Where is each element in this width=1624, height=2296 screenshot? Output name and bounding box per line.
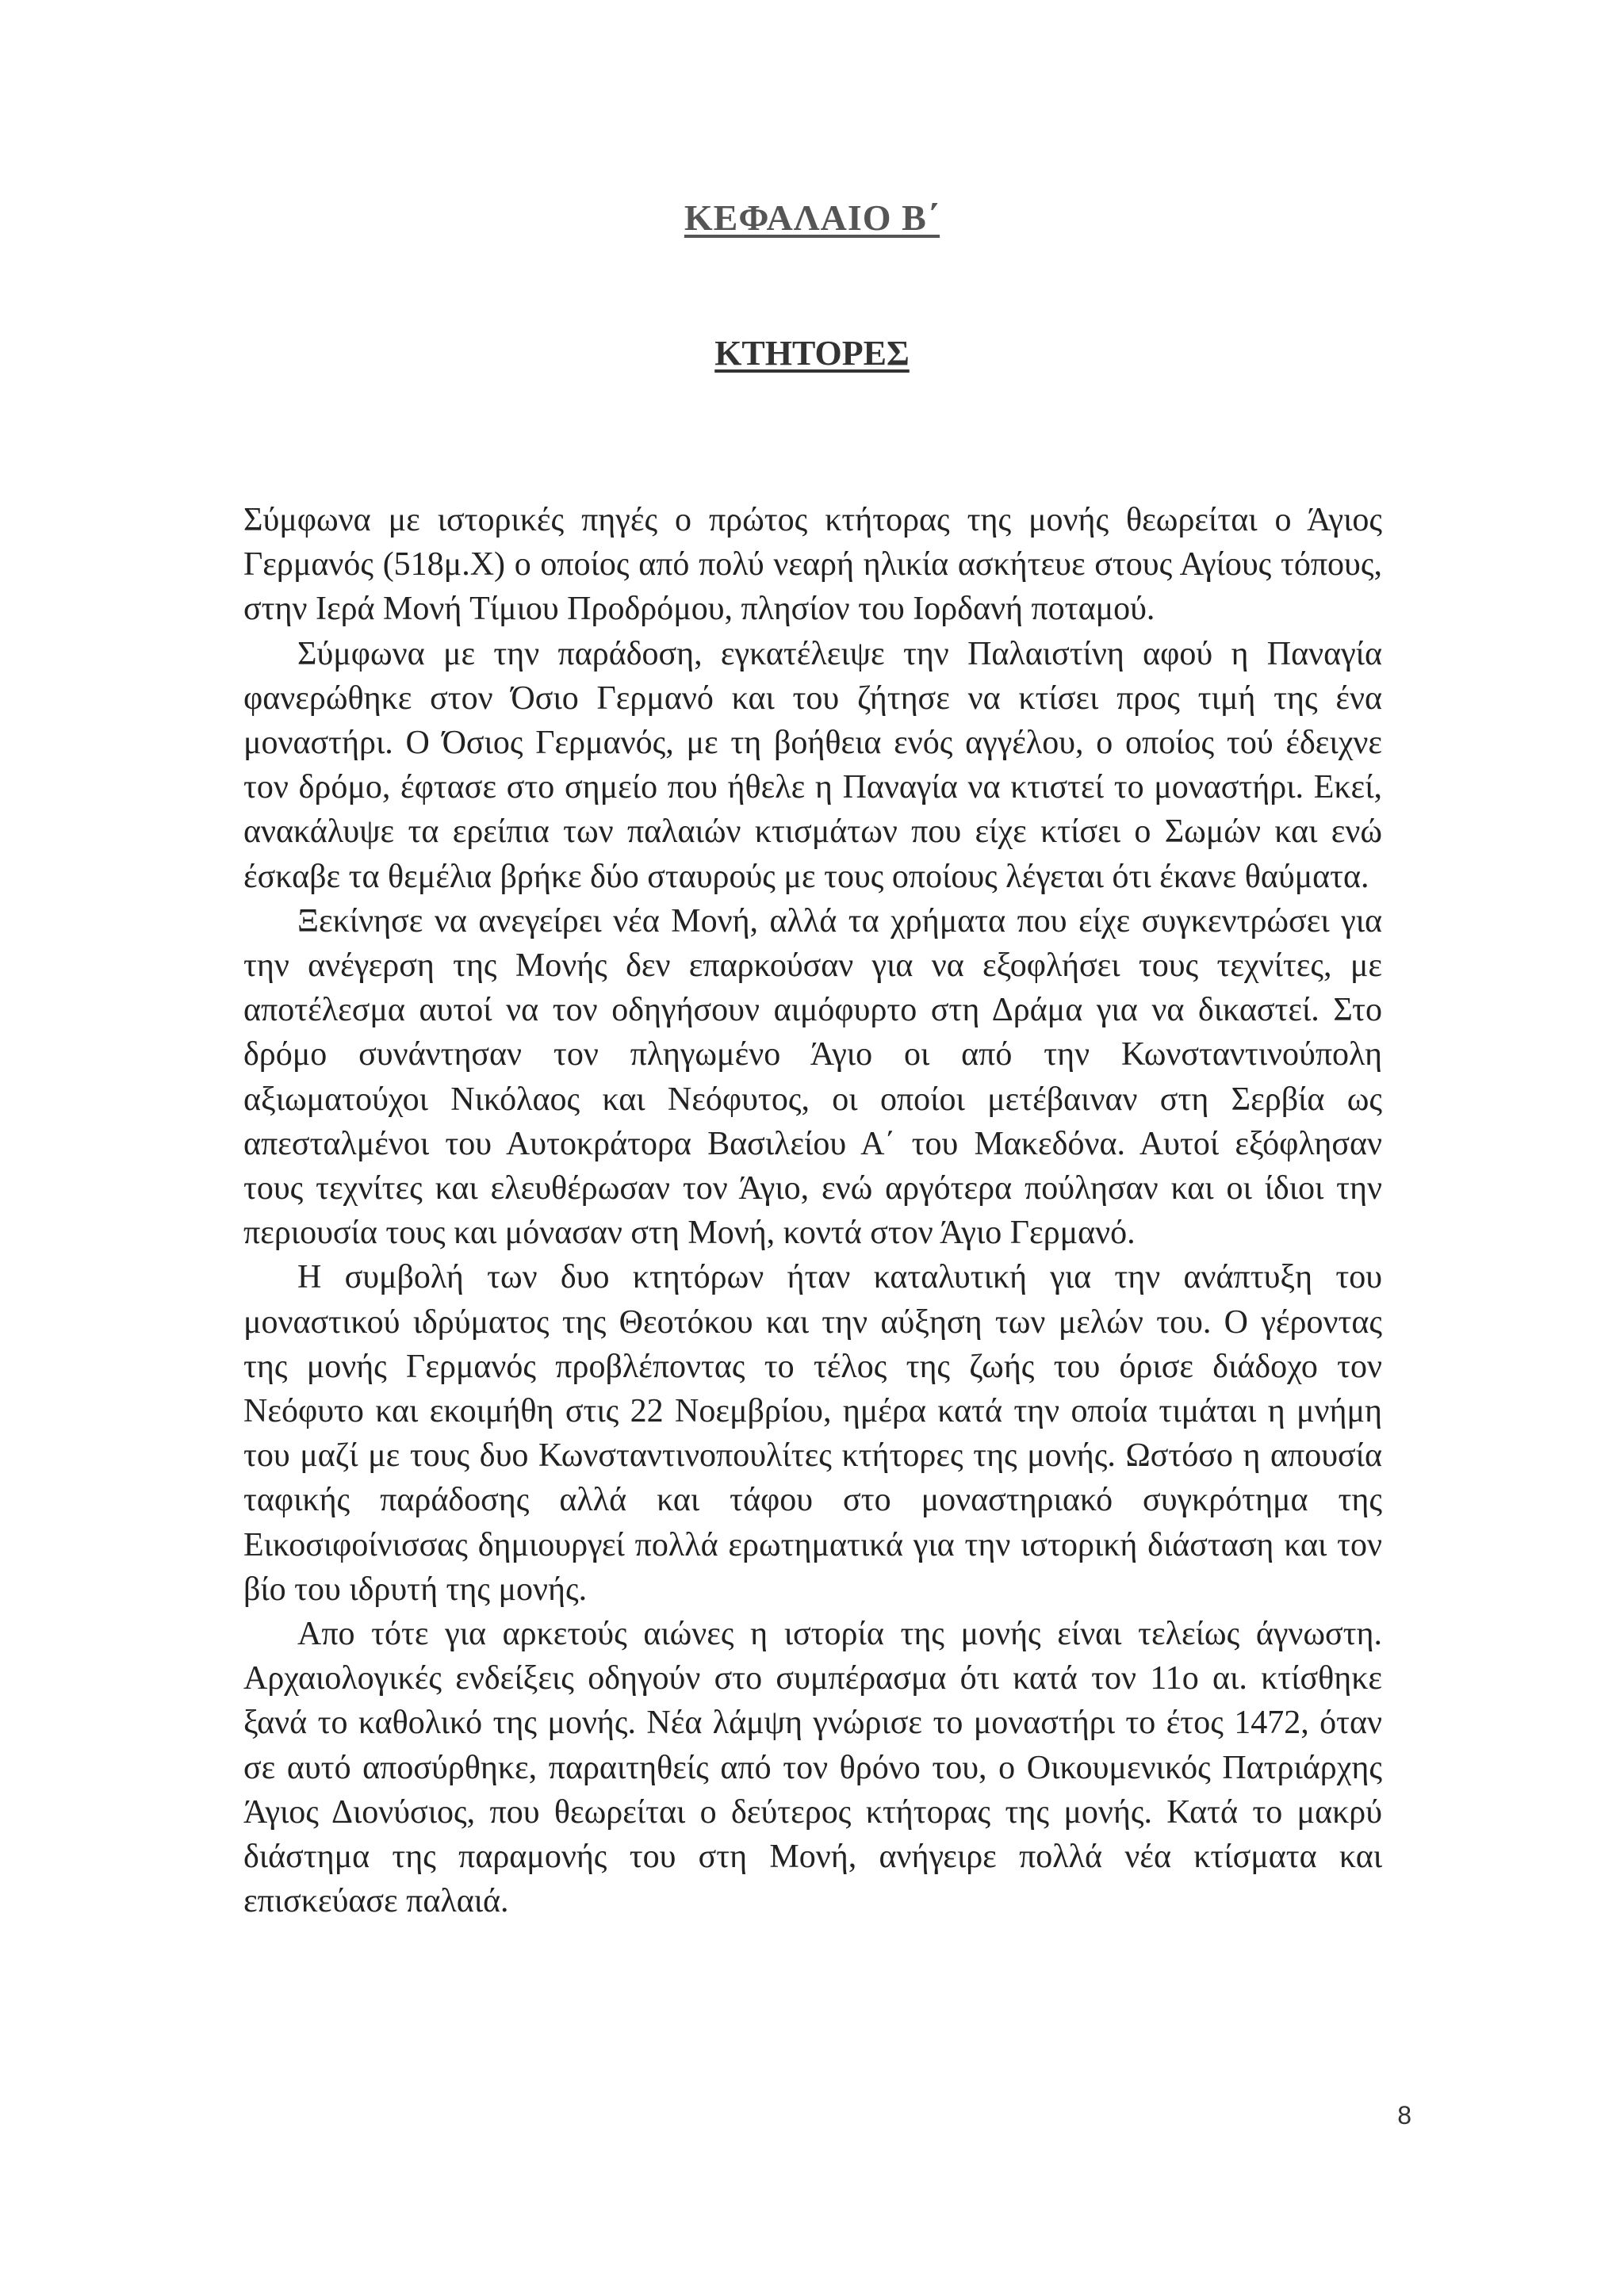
paragraph-3: Ξεκίνησε να ανεγείρει νέα Μονή, αλλά τα χρήματα που είχε συγκεντρώσει για την ανέγερση της Μονής δεν επαρκούσαν για να εξοφλήσει τους τεχνίτες, με αποτέλεσμα αυτοί να τον οδηγήσουν αιμόφυρτο στη Δράμα για να δικαστεί. Στο δρόμο συνάντησαν τον πληγωμένο Άγιο οι από την Κωνσταντινούπολη αξιωματούχοι Νικόλαος και Νεόφυτος, οι οποίοι μετέβαιναν στη Σερβία ως απεσταλμένοι του Αυτοκράτορα Βασιλείου Α΄ του Μακεδόνα. Αυτοί εξόφλησαν τους τεχνίτες και ελευθέρωσαν τον Άγιο, ενώ αργότερα πούλησαν και οι ίδιοι την περιουσία τους και μόνασαν στη Μονή, κοντά στον Άγιο Γερμανό. (243, 902, 1382, 1252)
paragraph-1: Σύμφωνα με ιστορικές πηγές ο πρώτος κτήτορας της μονής θεωρείται ο Άγιος Γερμανός (518μ.Χ) ο οποίος από πολύ νεαρή ηλικία ασκήτευε στους Αγίους τόπους, στην Ιερά Μονή Τίμιου Προδρόμου, πλησίον του Ιορδανή ποταμού. (243, 502, 1382, 628)
paragraph-5: Απο τότε για αρκετούς αιώνες η ιστορία της μονής είναι τελείως άγνωστη. Αρχαιολογικές ενδείξεις οδηγούν στο συμπέρασμα ότι κατά τον 11ο αι. κτίσθηκε ξανά το καθολικό της μονής. Νέα λάμψη γνώρισε το μοναστήρι το έτος 1472, όταν σε αυτό αποσύρθηκε, παραιτηθείς από τον θρόνο του, ο Οικουμενικός Πατριάρχης Άγιος Διονύσιος, που θεωρείται ο δεύτερος κτήτορας της μονής. Κατά το μακρύ διάστημα της παραμονής του στη Μονή, ανήγειρε πολλά νέα κτίσματα και επισκεύασε παλαιά. (243, 1616, 1382, 1920)
body-text (243, 498, 1382, 1924)
section-title: ΚΤΗΤΟΡΕΣ (714, 334, 910, 373)
paragraph-4: Η συμβολή των δυο κτητόρων ήταν καταλυτική για την ανάπτυξη του μοναστικού ιδρύματος της Θεοτόκου και την αύξηση των μελών του. Ο γέροντας της μονής Γερμανός προβλέποντας το τέλος της ζωής του όρισε διάδοχο τον Νεόφυτο και εκοιμήθη στις 22 Νοεμβρίου, ημέρα κατά την οποία τιμάται η μνήμη του μαζί με τους δυο Κωνσταντινοπουλίτες κτήτορες της μονής. Ωστόσο η απουσία ταφικής παράδοσης αλλά και τάφου στο μοναστηριακό συγκρότημα της Εικοσιφοίνισσας δημιουργεί πολλά ερωτηματικά για την ιστορική διάσταση και τον βίο του ιδρυτή της μονής. (243, 1259, 1382, 1608)
paragraph-2: Σύμφωνα με την παράδοση, εγκατέλειψε την Παλαιστίνη αφού η Παναγία φανερώθηκε στον Όσιο Γερμανό και του ζήτησε να κτίσει προς τιμή της ένα μοναστήρι. Ο Όσιος Γερμανός, με τη βοήθεια ενός αγγέλου, ο οποίος τού έδειχνε τον δρόμο, έφτασε στο σημείο που ήθελε η Παναγία να κτιστεί το μοναστήρι. Εκεί, ανακάλυψε τα ερείπια των παλαιών κτισμάτων που είχε κτίσει ο Σωμών και ενώ έσκαβε τα θεμέλια βρήκε δύο σταυρούς με τους οποίους λέγεται ότι έκανε θαύματα. (243, 635, 1382, 895)
page-number: 8 (1397, 2101, 1411, 2130)
chapter-title: ΚΕΦΑΛΑΙΟ Β΄ (684, 197, 940, 238)
